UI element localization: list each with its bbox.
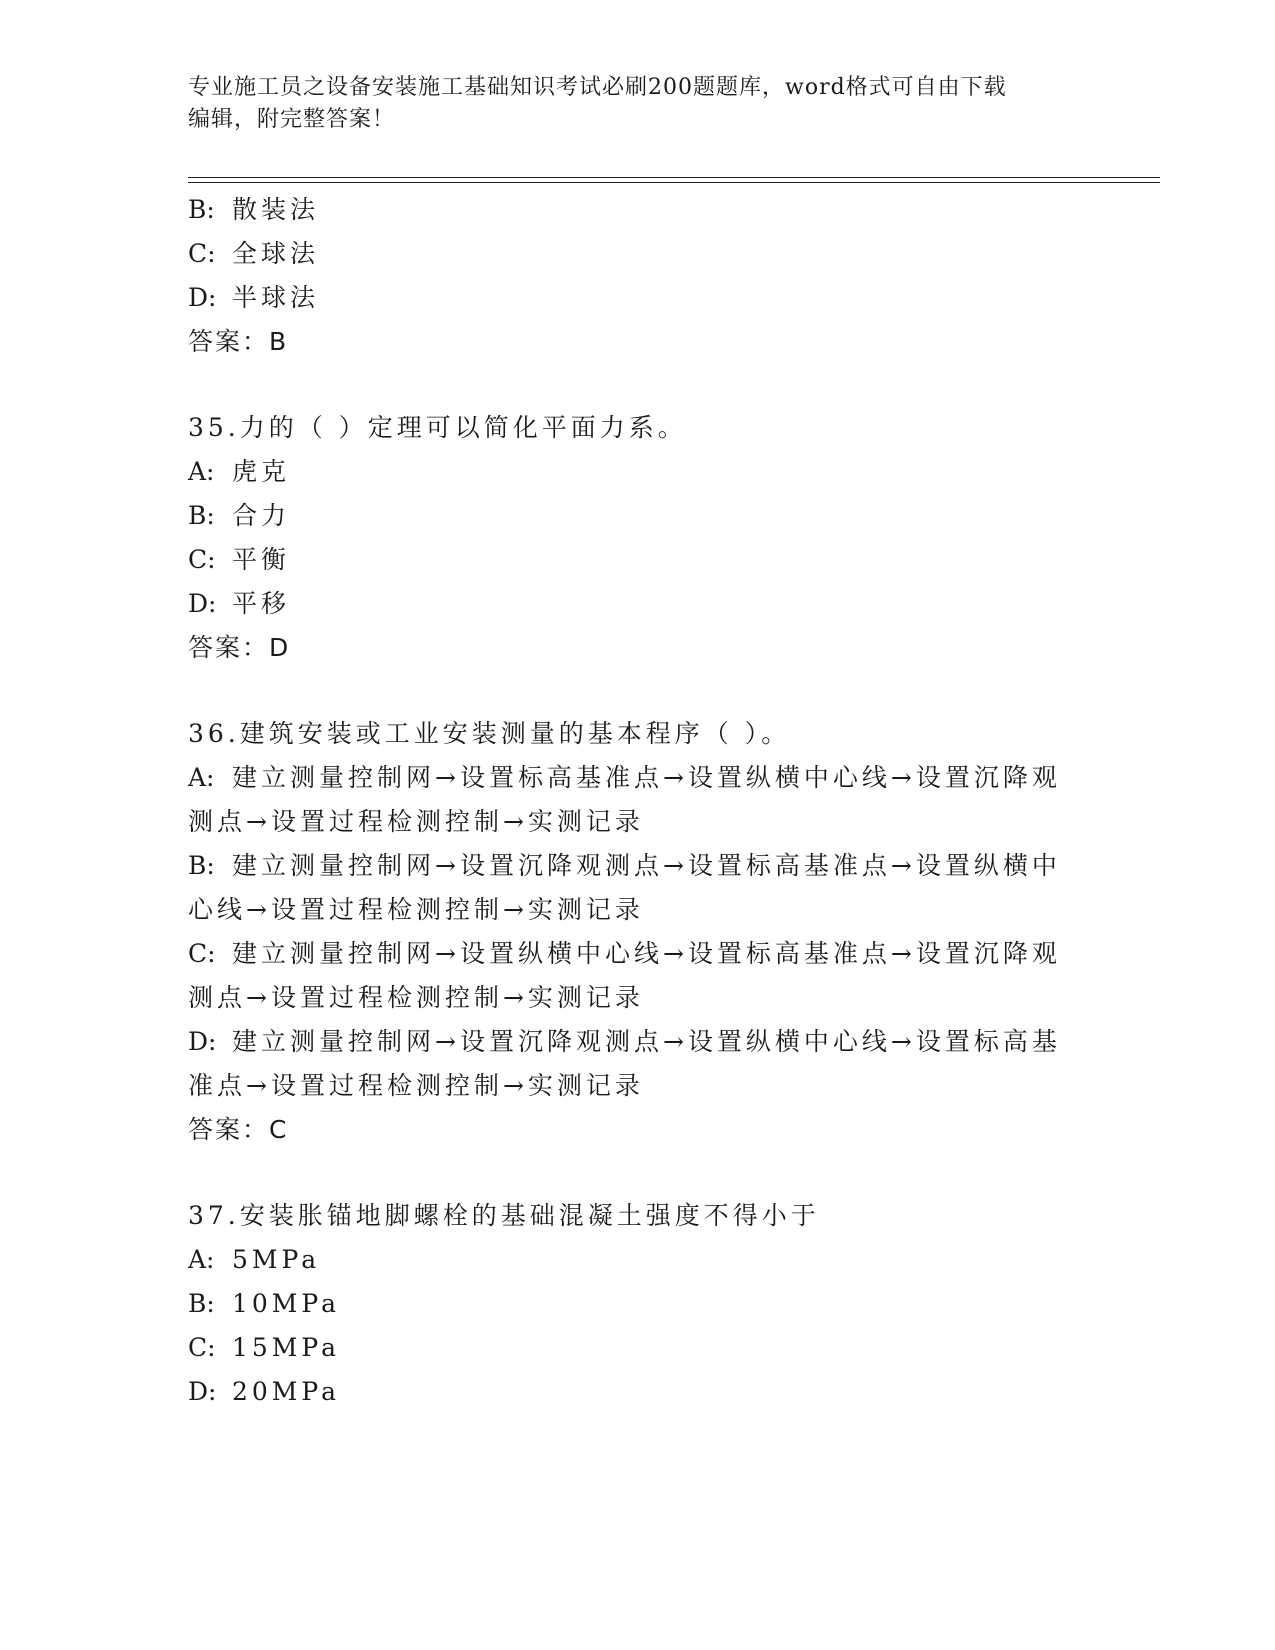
q36-answer: 答案：C — [188, 1115, 289, 1144]
q36-option-d-cont: 准点→设置过程检测控制→实测记录 — [188, 1071, 644, 1100]
q36-stem: 36.建筑安装或工业安装测量的基本程序（ ）。 — [188, 719, 791, 748]
q36-option-b-cont: 心线→设置过程检测控制→实测记录 — [188, 895, 644, 924]
header-line-2: 编辑，附完整答案！ — [188, 107, 396, 132]
q37-option-b: B: 10MPa — [188, 1289, 341, 1318]
q36-option-a-cont: 测点→设置过程检测控制→实测记录 — [188, 807, 644, 836]
q37-option-c: C: 15MPa — [188, 1333, 341, 1362]
q35-answer: 答案：D — [188, 633, 291, 662]
q37-option-a: A: 5MPa — [188, 1245, 321, 1274]
q35-option-c: C: 平衡 — [188, 545, 291, 574]
q35-option-b: B: 合力 — [188, 501, 291, 530]
q35-option-a: A: 虎克 — [188, 457, 291, 486]
q35-stem: 35.力的（ ）定理可以简化平面力系。 — [188, 413, 687, 442]
q36-option-c-cont: 测点→设置过程检测控制→实测记录 — [188, 983, 644, 1012]
q36-option-a: A: 建立测量控制网→设置标高基准点→设置纵横中心线→设置沉降观 — [188, 763, 1061, 792]
q36-option-b: B: 建立测量控制网→设置沉降观测点→设置标高基准点→设置纵横中 — [188, 851, 1061, 880]
q34-answer: 答案：B — [188, 327, 289, 356]
q36-option-c: C: 建立测量控制网→设置纵横中心线→设置标高基准点→设置沉降观 — [188, 939, 1061, 968]
header-divider-bottom — [188, 182, 1160, 183]
q37-stem: 37.安装胀锚地脚螺栓的基础混凝土强度不得小于 — [188, 1201, 820, 1230]
q34-option-d: D: 半球法 — [188, 283, 320, 312]
q35-option-d: D: 平移 — [188, 589, 291, 618]
header-line-1: 专业施工员之设备安装施工基础知识考试必刷200题题库，word格式可自由下载 — [188, 75, 1007, 100]
q36-option-d: D: 建立测量控制网→设置沉降观测点→设置纵横中心线→设置标高基 — [188, 1027, 1061, 1056]
q34-option-c: C: 全球法 — [188, 239, 320, 268]
q34-option-b: B: 散装法 — [188, 195, 320, 224]
q37-option-d: D: 20MPa — [188, 1377, 341, 1406]
document-header — [188, 72, 1068, 136]
header-divider-top — [188, 177, 1160, 178]
